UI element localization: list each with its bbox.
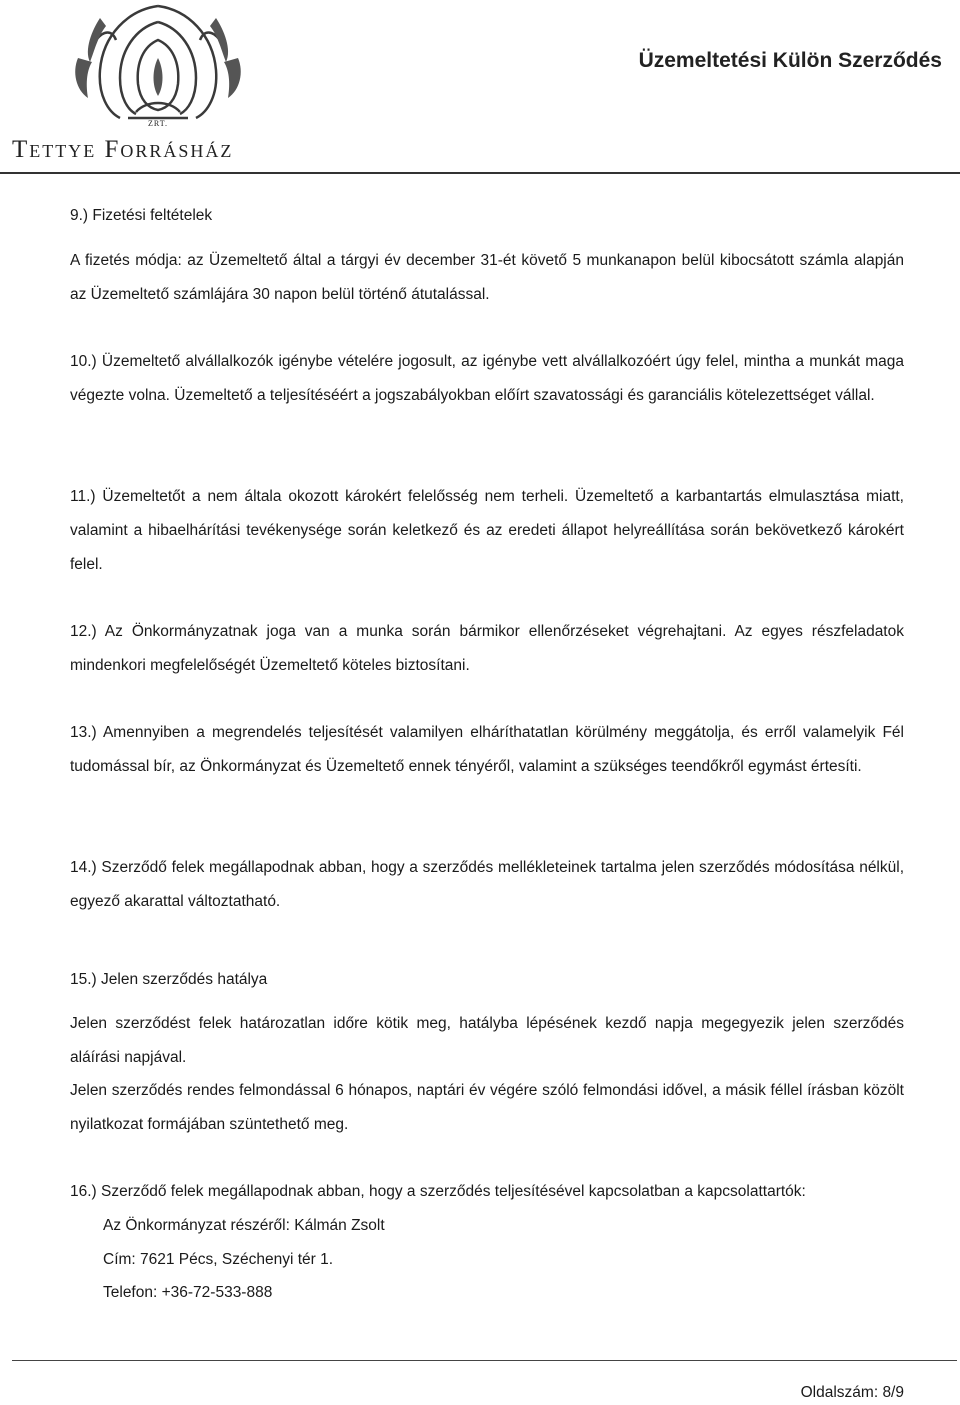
contact-address: Cím: 7621 Pécs, Széchenyi tér 1. bbox=[103, 1251, 334, 1268]
contact-name: Az Önkormányzat részéről: Kálmán Zsolt bbox=[103, 1217, 385, 1234]
section-15-body-1: Jelen szerződést felek határozatlan időre kötik meg, hatályba lépésének kezdő napja megegyezik jelen szerződés aláírási napjával. bbox=[70, 1015, 904, 1066]
logo-name: Tettye Forrásház bbox=[12, 136, 234, 163]
section-9-title: 9.) Fizetési feltételek bbox=[70, 207, 213, 224]
section-13: 13.) Amennyiben a megrendelés teljesítését valamilyen elháríthatatlan körülmény meggátolja, és erről valamelyik Fél tudomással bír, az Önkormányzat és Üzemeltető ennek tényéről, valamint a szükséges teendőkről egymást értesíti. bbox=[70, 724, 904, 775]
page-number: Oldalszám: 8/9 bbox=[800, 1384, 904, 1401]
section-11: 11.) Üzemeltetőt a nem általa okozott károkért felelősség nem terheli. Üzemeltető a karbantartás elmulasztása miatt, valamint a hibaelhárítási tevékenysége során keletkező és az eredeti állapot helyreállítása során bekövetkező károkért felel. bbox=[70, 488, 904, 573]
section-15-body-2: Jelen szerződés rendes felmondással 6 hónapos, naptári év végére szóló felmondási idővel, a másik féllel írásban közölt nyilatkozat formájában szüntethető meg. bbox=[70, 1082, 904, 1133]
section-14: 14.) Szerződő felek megállapodnak abban, hogy a szerződés mellékleteinek tartalma jelen szerződés módosítása nélkül, egyező akarattal változtatható. bbox=[70, 859, 904, 910]
company-logo bbox=[8, 0, 308, 172]
footer-divider bbox=[12, 1360, 957, 1361]
section-15-title: 15.) Jelen szerződés hatálya bbox=[70, 971, 268, 988]
header-divider bbox=[0, 172, 960, 174]
document-title: Üzemeltetési Külön Szerződés bbox=[638, 49, 942, 72]
contact-phone: Telefon: +36-72-533-888 bbox=[103, 1284, 273, 1301]
logo-emblem-icon bbox=[8, 0, 308, 130]
section-10: 10.) Üzemeltető alvállalkozók igénybe vételére jogosult, az igénybe vett alvállalkozóért úgy felel, mintha a munkát maga végezte volna. Üzemeltető a teljesítéséért a jogszabályokban előírt szavatossági és garanciális kötelezettséget vállal. bbox=[70, 353, 904, 404]
logo-subtitle: ZRT. bbox=[147, 119, 169, 128]
section-12: 12.) Az Önkormányzatnak joga van a munka során bármikor ellenőrzéseket végrehajtani. Az egyes részfeladatok mindenkori megfelelőségét Üzemeltető köteles biztosítani. bbox=[70, 623, 904, 674]
section-9-body: A fizetés módja: az Üzemeltető által a tárgyi év december 31-ét követő 5 munkanapon belül kibocsátott számla alapján az Üzemeltető számlájára 30 napon belül történő átutalással. bbox=[70, 252, 904, 303]
section-16: 16.) Szerződő felek megállapodnak abban, hogy a szerződés teljesítésével kapcsolatban a kapcsolattartók: bbox=[70, 1183, 806, 1200]
